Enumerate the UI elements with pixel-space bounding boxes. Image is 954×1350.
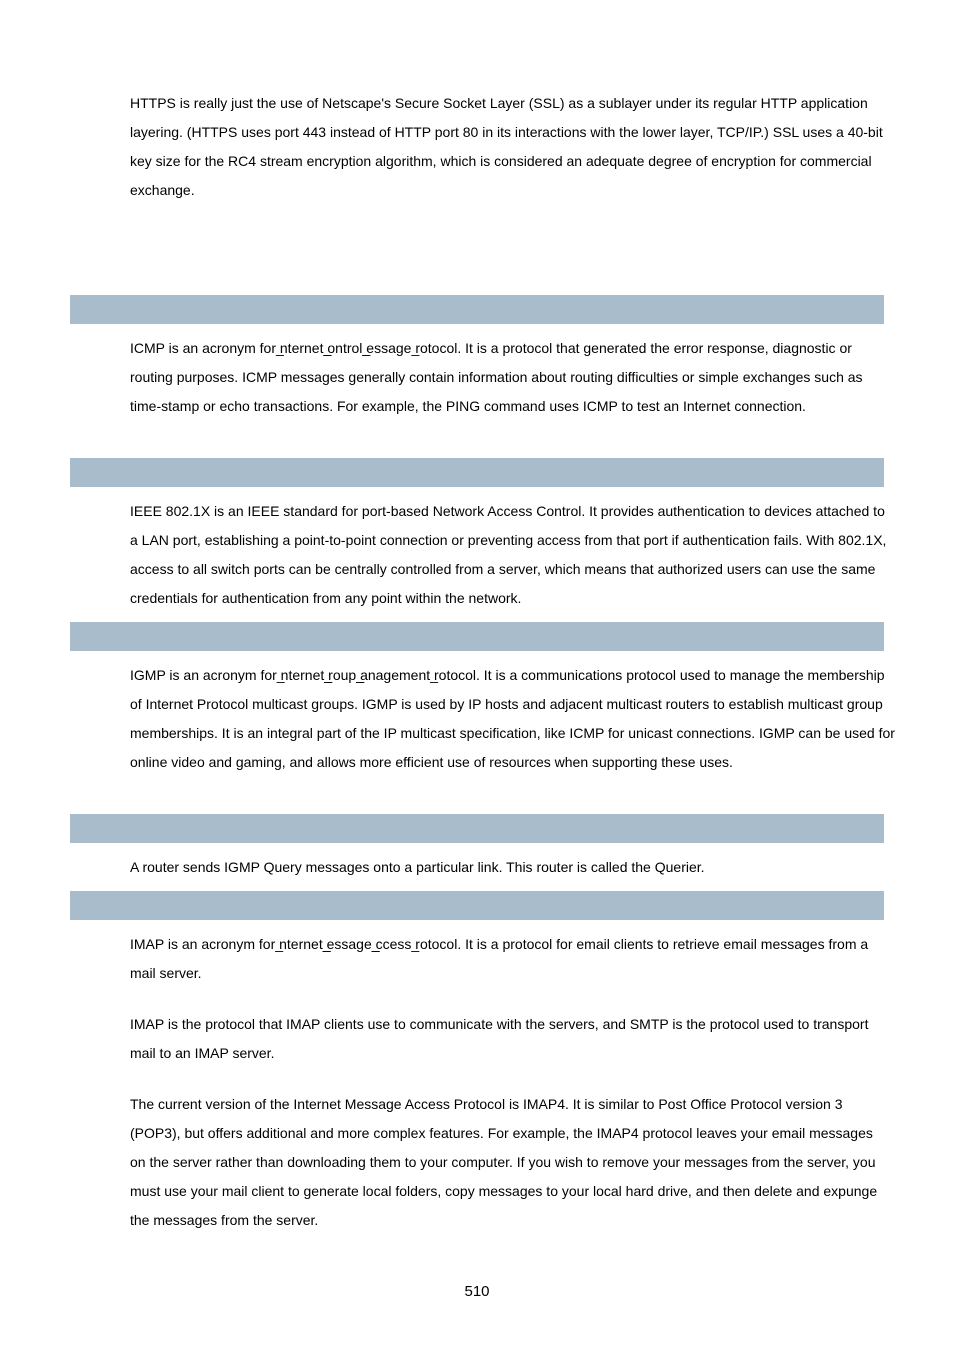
ieee8021x-paragraph: IEEE 802.1X is an IEEE standard for port-based Network Access Control. It provides authentication to devices attached to a LAN port, establishing a point-to-point connection or preventing access from that port if authentication fails. With 802.1X, access to all switch ports can be centrally controlled from a server, which means that authorized users can use the same credentials for authentication from any point within the network.	[130, 503, 887, 606]
imap-paragraph-2: IMAP is the protocol that IMAP clients use to communicate with the servers, and SMTP is the protocol used to transport mail to an IMAP server.	[130, 1016, 869, 1061]
imap-paragraph-1: IMAP is an acronym for ̲nternet ̲̲essage ̲̲ccess ̲rotocol. It is a protocol for email clients to retrieve email messages from a mail server.	[130, 936, 869, 981]
section-heading-icmp	[70, 295, 884, 324]
section-heading-ieee8021x	[70, 458, 884, 487]
section-heading-igmp-querier	[70, 814, 884, 843]
icmp-paragraph: ICMP is an acronym for ̲nternet ̲̲ontrol ̲̲essage ̲rotocol. It is a protocol that generated the error response, diagnostic or routing purposes. ICMP messages generally contain information about routing difficulties or simple exchanges such as time-stamp or echo transactions. For example, the PING command uses ICMP to test an Internet connection.	[130, 340, 863, 414]
igmp-querier-paragraph: A router sends IGMP Query messages onto a particular link. This router is called the Querier.	[130, 859, 705, 875]
section-heading-imap	[70, 891, 884, 920]
imap-paragraph-3: The current version of the Internet Message Access Protocol is IMAP4. It is similar to Post Office Protocol version 3 (POP3), but offers additional and more complex features. For example, the IMAP4 protocol leaves your email messages on the server rather than downloading them to your computer. If you wish to remove your messages from the server, you must use your mail client to generate local folders, copy messages to your local hard drive, and then delete and expunge the messages from the server.	[130, 1096, 878, 1228]
page-number: 510	[464, 1283, 490, 1300]
section-heading-igmp	[70, 622, 884, 651]
https-paragraph: HTTPS is really just the use of Netscape's Secure Socket Layer (SSL) as a sublayer under its regular HTTP application layering. (HTTPS uses port 443 instead of HTTP port 80 in its interactions with the lower layer, TCP/IP.) SSL uses a 40-bit key size for the RC4 stream encryption algorithm, which is considered an adequate degree of encryption for commercial exchange.	[130, 95, 883, 198]
igmp-paragraph: IGMP is an acronym for ̲nternet ̲̲roup ̲̲anagement ̲rotocol. It is a communications protocol used to manage the membership of Internet Protocol multicast groups. IGMP is used by IP hosts and adjacent multicast routers to establish multicast group memberships. It is an integral part of the IP multicast specification, like ICMP for unicast connections. IGMP can be used for online video and gaming, and allows more efficient use of resources when supporting these uses.	[130, 667, 895, 770]
